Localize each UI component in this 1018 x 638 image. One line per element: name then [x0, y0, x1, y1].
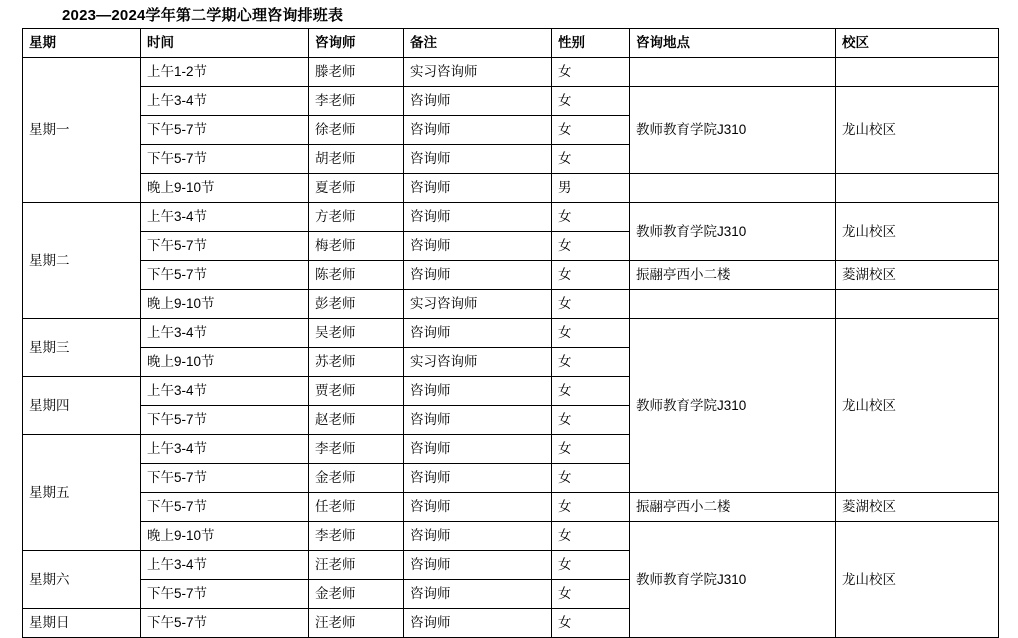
cell-weekday: 星期日	[23, 609, 141, 638]
cell-counselor: 李老师	[309, 87, 404, 116]
cell-location: 教师教育学院J310	[630, 319, 836, 493]
cell-gender: 女	[552, 580, 630, 609]
cell-counselor: 夏老师	[309, 174, 404, 203]
cell-counselor: 金老师	[309, 580, 404, 609]
cell-time: 上午3-4节	[141, 203, 309, 232]
cell-remark: 咨询师	[404, 435, 552, 464]
cell-gender: 女	[552, 261, 630, 290]
cell-time: 下午5-7节	[141, 261, 309, 290]
cell-gender: 女	[552, 145, 630, 174]
cell-location	[630, 174, 836, 203]
table-row	[23, 522, 999, 551]
table-row	[23, 493, 999, 522]
schedule-table-container	[22, 28, 998, 638]
cell-counselor: 汪老师	[309, 551, 404, 580]
cell-gender: 女	[552, 203, 630, 232]
cell-campus: 龙山校区	[836, 319, 999, 493]
cell-counselor: 李老师	[309, 522, 404, 551]
table-row	[23, 87, 999, 116]
cell-campus	[836, 174, 999, 203]
cell-weekday: 星期一	[23, 58, 141, 203]
cell-counselor: 方老师	[309, 203, 404, 232]
cell-time: 上午3-4节	[141, 435, 309, 464]
cell-counselor: 徐老师	[309, 116, 404, 145]
cell-gender: 女	[552, 609, 630, 638]
page-title: 2023—2024学年第二学期心理咨询排班表	[62, 7, 344, 24]
cell-location: 教师教育学院J310	[630, 522, 836, 638]
cell-counselor: 金老师	[309, 464, 404, 493]
cell-time: 下午5-7节	[141, 464, 309, 493]
cell-gender: 女	[552, 522, 630, 551]
cell-remark: 咨询师	[404, 493, 552, 522]
column-header-location: 咨询地点	[630, 29, 836, 58]
cell-time: 下午5-7节	[141, 609, 309, 638]
table-row	[23, 290, 999, 319]
column-header-campus: 校区	[836, 29, 999, 58]
cell-campus: 龙山校区	[836, 203, 999, 261]
cell-counselor: 苏老师	[309, 348, 404, 377]
cell-time: 下午5-7节	[141, 116, 309, 145]
cell-remark: 实习咨询师	[404, 58, 552, 87]
cell-remark: 咨询师	[404, 580, 552, 609]
cell-counselor: 任老师	[309, 493, 404, 522]
cell-remark: 咨询师	[404, 116, 552, 145]
cell-time: 上午3-4节	[141, 551, 309, 580]
cell-time: 下午5-7节	[141, 406, 309, 435]
table-header-row	[23, 29, 999, 58]
cell-location: 振翮亭西小二楼	[630, 261, 836, 290]
cell-gender: 女	[552, 435, 630, 464]
cell-gender: 女	[552, 348, 630, 377]
cell-counselor: 梅老师	[309, 232, 404, 261]
table-row	[23, 174, 999, 203]
cell-time: 下午5-7节	[141, 145, 309, 174]
cell-time: 上午3-4节	[141, 319, 309, 348]
cell-counselor: 李老师	[309, 435, 404, 464]
cell-remark: 咨询师	[404, 232, 552, 261]
cell-weekday: 星期三	[23, 319, 141, 377]
cell-time: 下午5-7节	[141, 493, 309, 522]
table-row	[23, 319, 999, 348]
cell-time: 晚上9-10节	[141, 174, 309, 203]
cell-remark: 咨询师	[404, 609, 552, 638]
cell-remark: 咨询师	[404, 551, 552, 580]
cell-remark: 咨询师	[404, 464, 552, 493]
cell-gender: 女	[552, 406, 630, 435]
cell-time: 上午1-2节	[141, 58, 309, 87]
column-header-counselor: 咨询师	[309, 29, 404, 58]
cell-counselor: 陈老师	[309, 261, 404, 290]
column-header-gender: 性别	[552, 29, 630, 58]
cell-gender: 女	[552, 87, 630, 116]
cell-gender: 女	[552, 551, 630, 580]
cell-remark: 咨询师	[404, 522, 552, 551]
cell-campus	[836, 58, 999, 87]
cell-time: 晚上9-10节	[141, 348, 309, 377]
cell-time: 晚上9-10节	[141, 522, 309, 551]
cell-remark: 咨询师	[404, 174, 552, 203]
cell-remark: 咨询师	[404, 203, 552, 232]
cell-gender: 女	[552, 232, 630, 261]
cell-counselor: 胡老师	[309, 145, 404, 174]
cell-gender: 女	[552, 290, 630, 319]
column-header-remark: 备注	[404, 29, 552, 58]
cell-remark: 咨询师	[404, 406, 552, 435]
cell-counselor: 吴老师	[309, 319, 404, 348]
cell-counselor: 滕老师	[309, 58, 404, 87]
cell-campus: 菱湖校区	[836, 493, 999, 522]
cell-time: 上午3-4节	[141, 87, 309, 116]
table-row	[23, 58, 999, 87]
cell-gender: 女	[552, 116, 630, 145]
cell-campus: 龙山校区	[836, 87, 999, 174]
cell-location: 教师教育学院J310	[630, 203, 836, 261]
table-row	[23, 203, 999, 232]
cell-campus: 龙山校区	[836, 522, 999, 638]
cell-gender: 女	[552, 319, 630, 348]
cell-gender: 女	[552, 377, 630, 406]
cell-remark: 咨询师	[404, 87, 552, 116]
cell-weekday: 星期二	[23, 203, 141, 319]
cell-counselor: 贾老师	[309, 377, 404, 406]
cell-remark: 咨询师	[404, 377, 552, 406]
cell-campus	[836, 290, 999, 319]
column-header-time: 时间	[141, 29, 309, 58]
cell-remark: 实习咨询师	[404, 290, 552, 319]
cell-counselor: 汪老师	[309, 609, 404, 638]
cell-remark: 咨询师	[404, 319, 552, 348]
cell-time: 下午5-7节	[141, 232, 309, 261]
cell-location	[630, 290, 836, 319]
cell-campus: 菱湖校区	[836, 261, 999, 290]
cell-remark: 咨询师	[404, 145, 552, 174]
cell-gender: 女	[552, 58, 630, 87]
cell-weekday: 星期四	[23, 377, 141, 435]
table-row	[23, 261, 999, 290]
table-body	[23, 58, 999, 638]
cell-weekday: 星期六	[23, 551, 141, 609]
counseling-schedule-table	[22, 28, 999, 638]
cell-gender: 女	[552, 464, 630, 493]
cell-gender: 女	[552, 493, 630, 522]
cell-time: 上午3-4节	[141, 377, 309, 406]
cell-gender: 男	[552, 174, 630, 203]
table-header	[23, 29, 999, 58]
cell-counselor: 彭老师	[309, 290, 404, 319]
cell-weekday: 星期五	[23, 435, 141, 551]
cell-remark: 实习咨询师	[404, 348, 552, 377]
cell-time: 晚上9-10节	[141, 290, 309, 319]
cell-location: 振翮亭西小二楼	[630, 493, 836, 522]
cell-remark: 咨询师	[404, 261, 552, 290]
cell-location: 教师教育学院J310	[630, 87, 836, 174]
cell-location	[630, 58, 836, 87]
cell-time: 下午5-7节	[141, 580, 309, 609]
column-header-weekday: 星期	[23, 29, 141, 58]
cell-counselor: 赵老师	[309, 406, 404, 435]
